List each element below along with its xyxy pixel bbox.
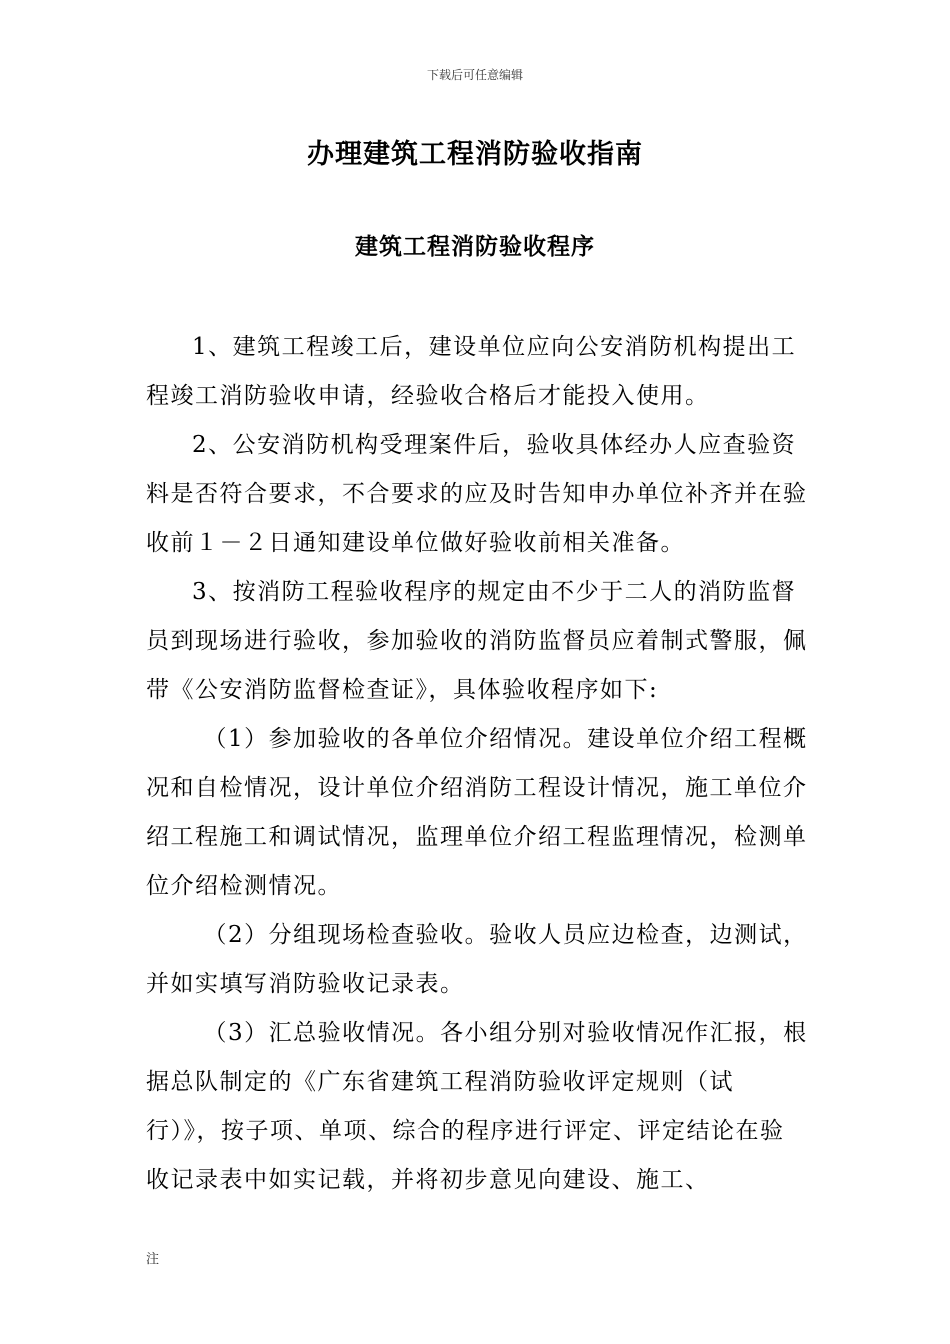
- document-body: [146, 323, 808, 1205]
- document-title: 办理建筑工程消防验收指南: [307, 139, 643, 170]
- paragraph-3-3: （3）汇总验收情况。各小组分别对验收情况作汇报，根据总队制定的《广东省建筑工程消防验收评定规则（试行）》，按子项、单项、综合的程序进行评定、评定结论在验收记录表中如实记载，并将初步意见向建设、施工、: [146, 1020, 808, 1193]
- page-header: 下载后可任意编辑: [426, 68, 523, 82]
- paragraph-3: 3、按消防工程验收程序的规定由不少于二人的消防监督员到现场进行验收，参加验收的消防监督员应着制式警服，佩带《公安消防监督检查证》，具体验收程序如下:: [146, 579, 808, 703]
- section-title: 建筑工程消防验收程序: [355, 233, 595, 260]
- paragraph-2: 2、公安消防机构受理案件后，验收具体经办人应查验资料是否符合要求，不合要求的应及时告知申办单位补齐并在验收前１－２日通知建设单位做好验收前相关准备。: [146, 432, 808, 556]
- paragraph-3-2: （2）分组现场检查验收。验收人员应边检查，边测试，并如实填写消防验收记录表。: [146, 922, 808, 997]
- paragraph-1: 1、建筑工程竣工后，建设单位应向公安消防机构提出工程竣工消防验收申请，经验收合格后才能投入使用。: [146, 334, 797, 409]
- paragraph-3-1: （1）参加验收的各单位介绍情况。建设单位介绍工程概况和自检情况，设计单位介绍消防工程设计情况，施工单位介绍工程施工和调试情况，监理单位介绍工程监理情况，检测单位介绍检测情况。: [146, 726, 808, 899]
- footer-note: 注: [146, 1252, 160, 1267]
